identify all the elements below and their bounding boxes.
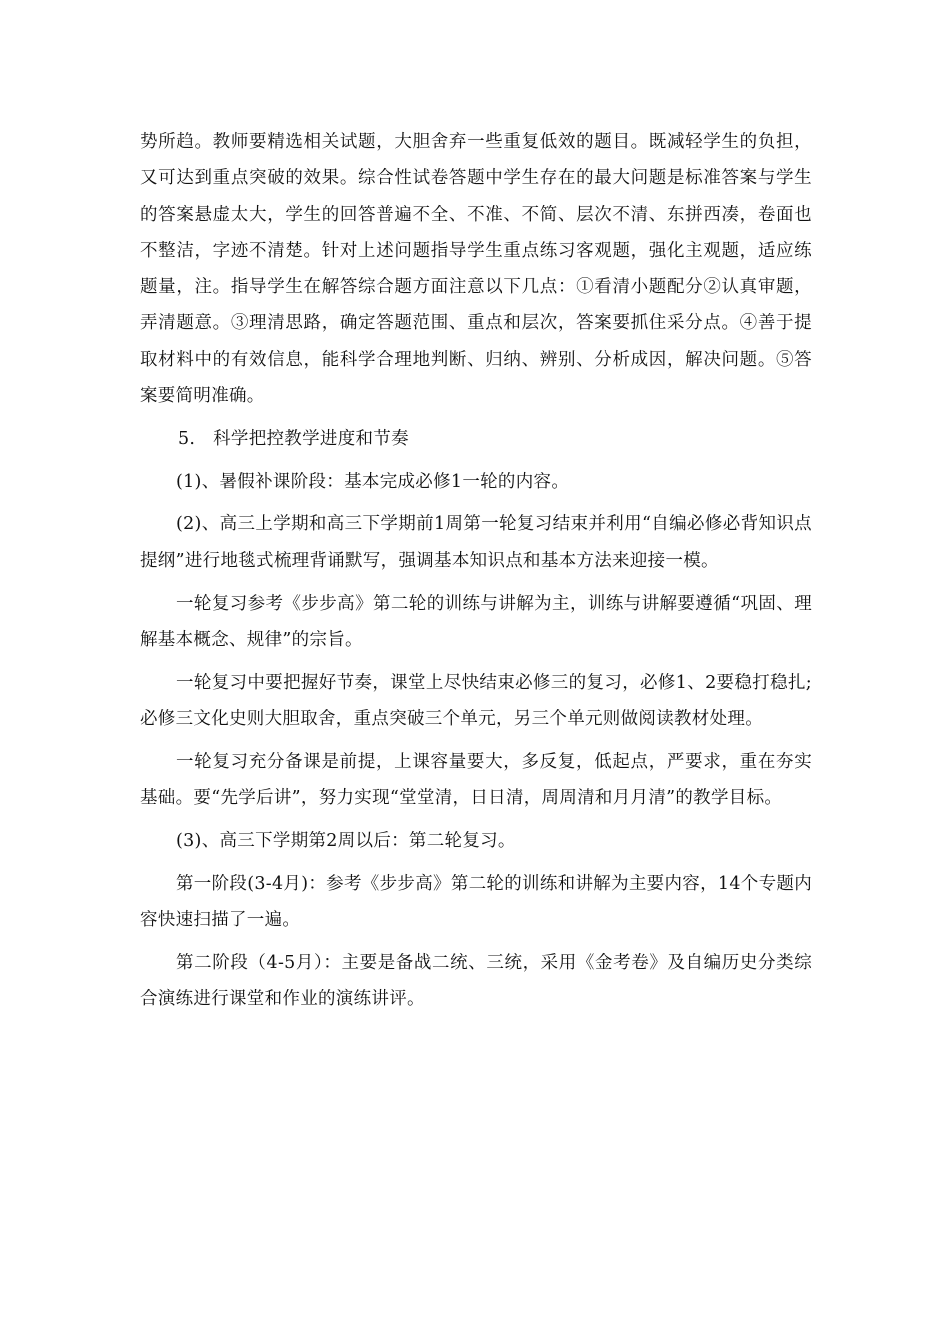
paragraph-first-round-reference: 一轮复习参考《步步高》第二轮的训练与讲解为主，训练与讲解要遵循“巩固、理解基本概念、规律”的宗旨。 bbox=[140, 593, 812, 650]
paragraph-first-round-rhythm: 一轮复习中要把握好节奏，课堂上尽快结束必修三的复习，必修1、2要稳打稳扎;必修三文化史则大胆取舍，重点突破三个单元，另三个单元则做阅读教材处理。 bbox=[140, 672, 812, 729]
paragraph-first-semester-stage: (2)、高三上学期和高三下学期前1周第一轮复习结束并利用“自编必修必背知识点提纲”进行地毯式梳理背诵默写，强调基本知识点和基本方法来迎接一模。 bbox=[140, 514, 812, 571]
paragraph-first-round-preparation: 一轮复习充分备课是前提，上课容量要大，多反复，低起点，严要求，重在夯实基础。要“先学后讲”，努力实现“堂堂清，日日清，周周清和月月清”的教学目标。 bbox=[140, 751, 812, 809]
paragraph-phase-one: 第一阶段(3-4月)：参考《步步高》第二轮的训练和讲解为主要内容，14个专题内容快速扫描了一遍。 bbox=[140, 873, 812, 930]
section-heading-pacing: 5. 科学把控教学进度和节奏 bbox=[178, 428, 409, 449]
paragraph-phase-two: 第二阶段（4-5月）：主要是备战二统、三统，采用《金考卷》及自编历史分类综合演练进行课堂和作业的演练讲评。 bbox=[140, 952, 812, 1010]
paragraph-summer-stage: (1)、暑假补课阶段：基本完成必修1一轮的内容。 bbox=[176, 471, 570, 492]
document-body bbox=[140, 124, 812, 1024]
paragraph-answer-guidance: 势所趋。教师要精选相关试题，大胆舍弃一些重复低效的题目。既减轻学生的负担，又可达到重点突破的效果。综合性试卷答题中学生存在的最大问题是标准答案与学生的答案悬虚太大，学生的回答普遍不全、不准、不简、层次不清、东拼西凑，卷面也不整洁，字迹不清楚。针对上述问题指导学生重点练习客观题，强化主观题，适应练题量，注。指导学生在解答综合题方面注意以下几点：①看清小题配分②认真审题，弄清题意。③理清思路，确定答题范围、重点和层次，答案要抓住采分点。④善于提取材料中的有效信息，能科学合理地判断、归纳、辨别、分析成因，解决问题。⑤答案要简明准确。 bbox=[140, 132, 812, 407]
paragraph-second-round-stage: (3)、高三下学期第2周以后：第二轮复习。 bbox=[176, 830, 516, 851]
